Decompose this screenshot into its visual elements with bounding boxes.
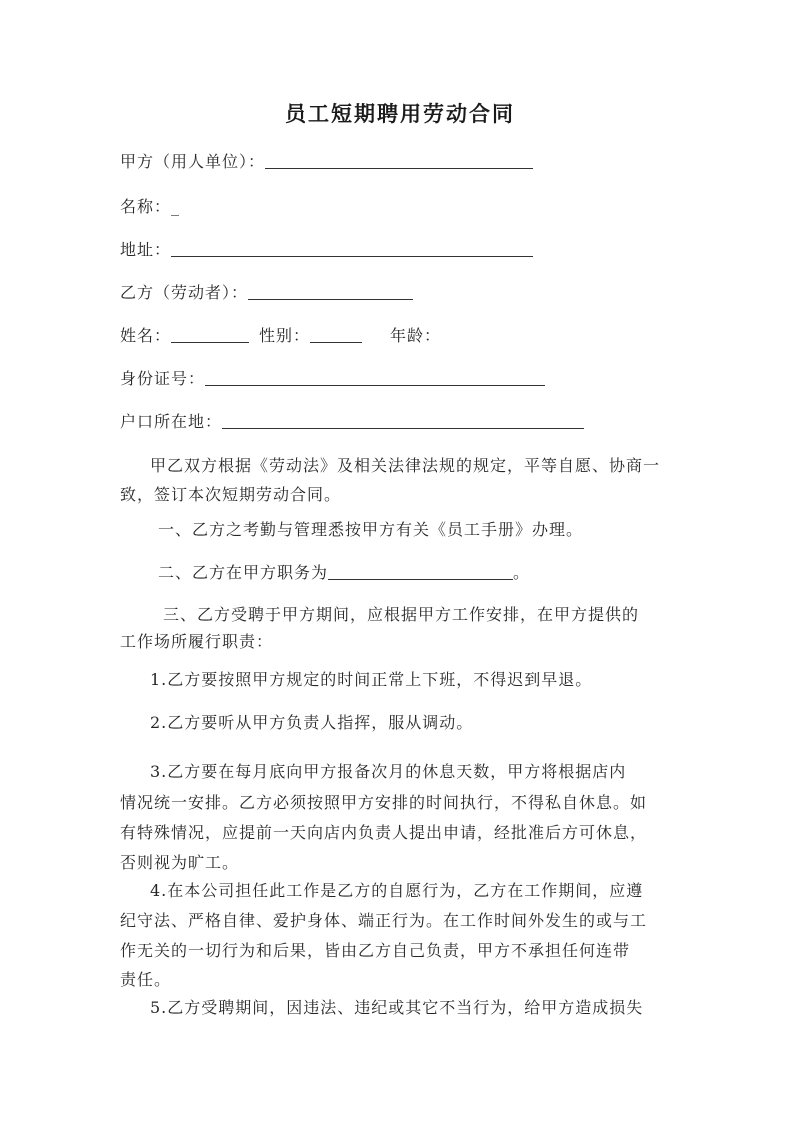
name-row <box>120 197 180 217</box>
item-3-line-4: 否则视为旷工。 <box>120 853 240 872</box>
party-b-row <box>120 283 413 303</box>
address-label: 地址： <box>120 240 172 259</box>
party-a-blank[interactable] <box>265 152 533 169</box>
clause-2-row <box>158 563 530 583</box>
gender-label: 性别： <box>259 326 311 345</box>
item-1: 1.乙方要按照甲方规定的时间正常上下班，不得迟到早退。 <box>150 670 593 689</box>
hukou-row <box>120 412 584 432</box>
address-blank[interactable] <box>171 240 533 257</box>
name-label: 名称：_ <box>120 197 181 216</box>
item-3-line-1: 3.乙方要在每月底向甲方报备次月的休息天数，甲方将根据店内 <box>150 762 627 781</box>
item-4-line-4: 责任。 <box>120 970 172 989</box>
id-label: 身份证号： <box>120 369 206 388</box>
position-blank[interactable] <box>328 563 513 580</box>
party-b-label: 乙方（劳动者）： <box>120 283 249 302</box>
item-4-line-1: 4.在本公司担任此工作是乙方的自愿行为，乙方在工作期间，应遵 <box>150 881 644 900</box>
id-blank[interactable] <box>205 369 545 386</box>
clause-2-end: 。 <box>513 563 531 582</box>
address-row <box>120 240 533 260</box>
item-4-line-2: 纪守法、严格自律、爱护身体、端正行为。在工作时间外发生的或与工 <box>120 911 648 930</box>
b-name-label: 姓名： <box>120 326 172 345</box>
document-title: 员工短期聘用劳动合同 <box>285 101 515 126</box>
intro-line-1: 甲乙双方根据《劳动法》及相关法律法规的规定，平等自愿、协商一 <box>150 456 661 475</box>
item-4-line-3: 作无关的一切行为和后果，皆由乙方自己负责，甲方不承担任何连带 <box>120 941 631 960</box>
party-b-blank[interactable] <box>248 283 413 300</box>
item-2: 2.乙方要听从甲方负责人指挥，服从调动。 <box>150 713 474 732</box>
item-5-line-1: 5.乙方受聘期间，因违法、违纪或其它不当行为，给甲方造成损失 <box>150 998 644 1017</box>
party-a-label: 甲方（用人单位）： <box>120 152 266 171</box>
clause-3-line-1: 三、乙方受聘于甲方期间，应根据甲方工作安排，在甲方提供的 <box>163 605 640 624</box>
clause-3-line-2: 工作场所履行职责： <box>120 632 274 651</box>
item-3-line-3: 有特殊情况，应提前一天向店内负责人提出申请，经批准后方可休息， <box>120 823 648 842</box>
personal-info-row <box>120 326 441 346</box>
intro-line-2: 致，签订本次短期劳动合同。 <box>120 485 342 504</box>
id-row <box>120 369 545 389</box>
party-a-row <box>120 152 533 172</box>
age-label: 年龄： <box>390 326 442 345</box>
gender-blank[interactable] <box>310 326 362 343</box>
hukou-label: 户口所在地： <box>120 412 223 431</box>
b-name-blank[interactable] <box>171 326 249 343</box>
clause-1: 一、乙方之考勤与管理悉按甲方有关《员工手册》办理。 <box>158 520 584 539</box>
item-3-line-2: 情况统一安排。乙方必须按照甲方安排的时间执行，不得私自休息。如 <box>120 793 648 812</box>
hukou-blank[interactable] <box>222 412 584 429</box>
clause-2-text: 二、乙方在甲方职务为 <box>158 563 329 582</box>
